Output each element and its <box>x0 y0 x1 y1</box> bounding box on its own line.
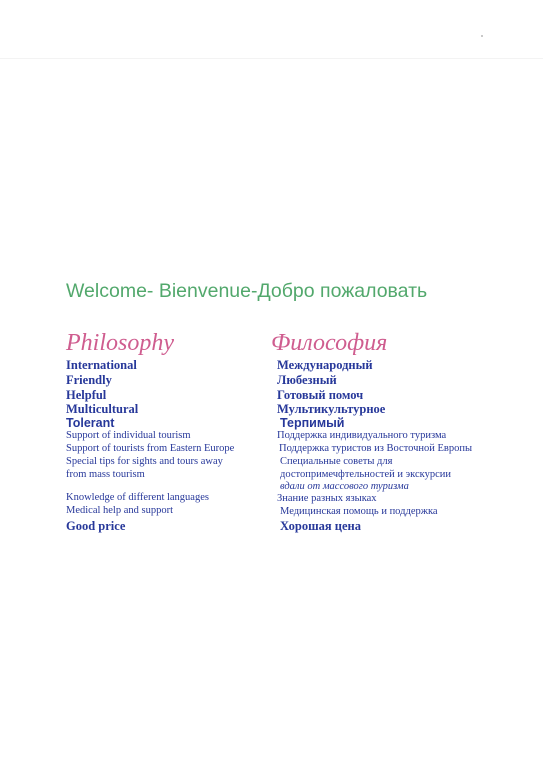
ru-item-tolerant: Терпимый <box>280 416 345 430</box>
scan-speck <box>481 35 483 37</box>
ru-item-multicultural: Мультикультурное <box>277 402 386 416</box>
en-item-eastern-europe: Support of tourists from Eastern Europe <box>66 443 235 454</box>
en-item-medical-help: Medical help and support <box>66 505 174 516</box>
en-item-helpful: Helpful <box>66 388 107 402</box>
ru-item-helpful: Готовый помоч <box>277 388 364 402</box>
ru-item-away-from-mass-tourism: вдали от массового туризма <box>280 481 409 492</box>
en-item-friendly: Friendly <box>66 373 112 387</box>
ru-item-individual-tourism: Поддержка индивидуального туризма <box>277 430 447 441</box>
en-item-tolerant: Tolerant <box>66 416 115 430</box>
en-item-languages: Knowledge of different languages <box>66 492 209 503</box>
philosophy-title-en: Philosophy <box>66 330 174 356</box>
ru-item-sights-excursions: достопримечфтельностей и экскурсии <box>280 469 451 480</box>
philosophy-title-ru: Философия <box>271 330 388 356</box>
en-item-good-price: Good price <box>66 519 126 533</box>
en-item-individual-tourism: Support of individual tourism <box>66 430 191 441</box>
en-item-special-tips: Special tips for sights and tours away <box>66 456 223 467</box>
ru-item-good-price: Хорошая цена <box>280 519 361 533</box>
ru-item-friendly: Любезный <box>277 373 337 387</box>
en-item-mass-tourism: from mass tourism <box>66 469 145 480</box>
scan-artifact-line <box>0 58 543 59</box>
ru-item-medical-help: Медицинская помощь и поддержка <box>280 506 438 517</box>
welcome-heading: Welcome- Bienvenue-Добро пожаловать <box>66 280 428 302</box>
ru-item-special-tips: Специальные советы для <box>280 456 393 467</box>
en-item-multicultural: Multicultural <box>66 402 139 416</box>
en-item-international: International <box>66 358 137 372</box>
ru-item-eastern-europe: Поддержка туристов из Восточной Европы <box>279 443 473 454</box>
ru-item-international: Международный <box>277 358 373 372</box>
ru-item-languages: Знание разных языках <box>277 493 377 504</box>
